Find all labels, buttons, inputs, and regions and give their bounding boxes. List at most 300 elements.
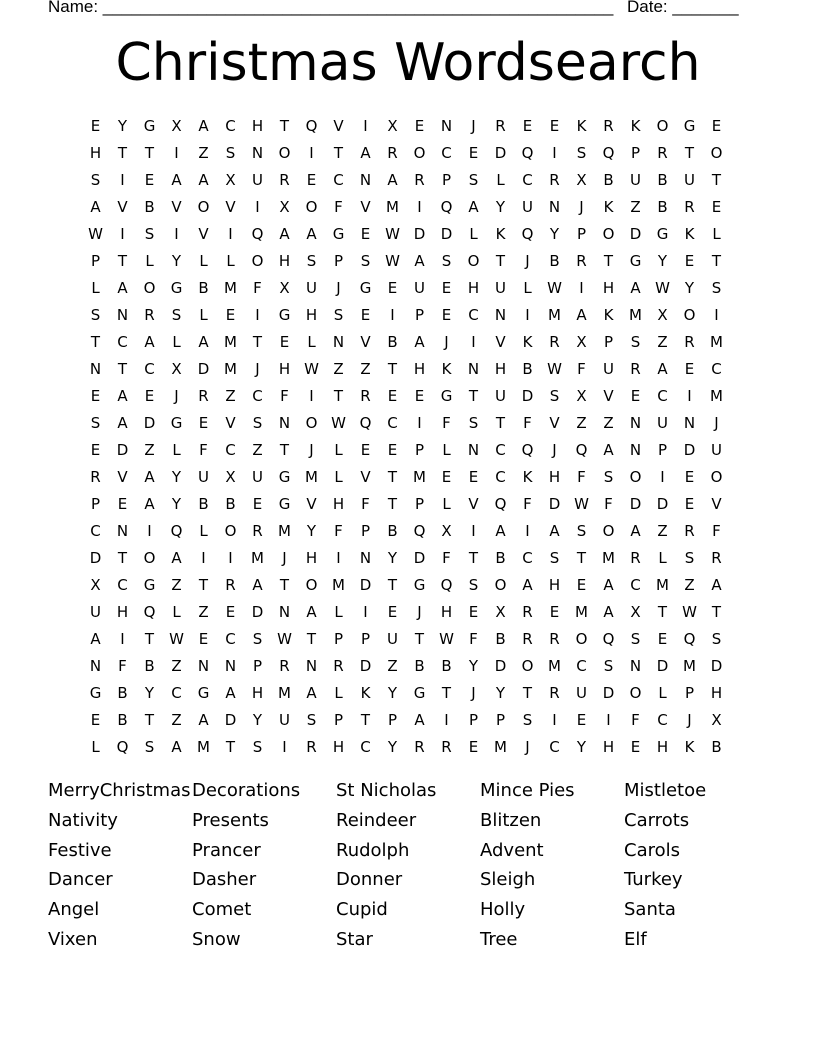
grid-letter[interactable]: A	[495, 521, 506, 540]
grid-letter[interactable]: U	[252, 467, 263, 486]
grid-letter[interactable]: Q	[521, 224, 534, 243]
grid-letter[interactable]: H	[89, 143, 102, 162]
grid-letter[interactable]: E	[441, 305, 452, 324]
grid-letter[interactable]: D	[629, 224, 642, 243]
grid-letter[interactable]: D	[143, 413, 156, 432]
grid-letter[interactable]: E	[522, 116, 533, 135]
grid-letter[interactable]: F	[469, 629, 478, 648]
grid-letter[interactable]: L	[145, 251, 154, 270]
grid-letter[interactable]: L	[496, 170, 505, 189]
grid-letter[interactable]: L	[658, 548, 667, 567]
grid-letter[interactable]: I	[471, 332, 476, 351]
grid-letter[interactable]: O	[710, 467, 723, 486]
grid-letter[interactable]: A	[603, 602, 614, 621]
grid-letter[interactable]: Y	[387, 683, 398, 702]
grid-letter[interactable]: I	[390, 305, 395, 324]
grid-letter[interactable]: J	[525, 251, 530, 270]
grid-letter[interactable]: K	[684, 224, 695, 243]
grid-letter[interactable]: R	[684, 332, 695, 351]
grid-letter[interactable]: A	[171, 170, 182, 189]
grid-letter[interactable]: G	[359, 278, 372, 297]
grid-letter[interactable]: U	[252, 170, 263, 189]
grid-letter[interactable]: X	[387, 116, 398, 135]
grid-letter[interactable]: J	[336, 278, 341, 297]
grid-letter[interactable]: C	[495, 440, 506, 459]
grid-letter[interactable]: H	[251, 116, 264, 135]
grid-letter[interactable]: I	[282, 737, 287, 756]
grid-letter[interactable]: E	[684, 467, 695, 486]
grid-letter[interactable]: M	[575, 602, 588, 621]
grid-letter[interactable]: J	[417, 602, 422, 621]
grid-letter[interactable]: M	[629, 305, 642, 324]
grid-letter[interactable]: I	[147, 521, 152, 540]
grid-letter[interactable]: G	[143, 116, 156, 135]
grid-letter[interactable]: R	[495, 116, 506, 135]
grid-letter[interactable]: Y	[171, 467, 182, 486]
grid-letter[interactable]: C	[495, 467, 506, 486]
grid-letter[interactable]: G	[440, 386, 453, 405]
grid-letter[interactable]: Q	[440, 197, 453, 216]
grid-letter[interactable]: T	[279, 116, 290, 135]
grid-letter[interactable]: Y	[252, 710, 263, 729]
grid-letter[interactable]: T	[387, 359, 398, 378]
grid-letter[interactable]: C	[576, 656, 587, 675]
grid-letter[interactable]: B	[657, 197, 668, 216]
grid-letter[interactable]: S	[90, 305, 101, 324]
grid-letter[interactable]: X	[711, 710, 722, 729]
grid-letter[interactable]: F	[523, 494, 532, 513]
grid-letter[interactable]: Z	[171, 575, 182, 594]
grid-letter[interactable]: P	[252, 656, 263, 675]
grid-letter[interactable]: X	[90, 575, 101, 594]
grid-letter[interactable]: X	[657, 305, 668, 324]
grid-letter[interactable]: T	[387, 575, 398, 594]
grid-letter[interactable]: S	[252, 629, 263, 648]
grid-letter[interactable]: S	[468, 413, 479, 432]
grid-letter[interactable]: E	[684, 359, 695, 378]
grid-letter[interactable]: U	[630, 170, 641, 189]
grid-letter[interactable]: H	[305, 548, 318, 567]
grid-letter[interactable]: Q	[305, 116, 318, 135]
grid-letter[interactable]: T	[711, 251, 722, 270]
grid-letter[interactable]: Z	[360, 359, 371, 378]
grid-letter[interactable]: F	[442, 413, 451, 432]
grid-letter[interactable]: Y	[387, 737, 398, 756]
grid-letter[interactable]: H	[548, 575, 561, 594]
grid-letter[interactable]: A	[252, 575, 263, 594]
grid-letter[interactable]: L	[658, 683, 667, 702]
grid-letter[interactable]: U	[387, 629, 398, 648]
grid-letter[interactable]: O	[305, 413, 318, 432]
grid-letter[interactable]: E	[279, 332, 290, 351]
grid-letter[interactable]: T	[576, 548, 587, 567]
grid-letter[interactable]: M	[602, 548, 615, 567]
grid-letter[interactable]: T	[657, 602, 668, 621]
grid-letter[interactable]: V	[306, 494, 317, 513]
grid-letter[interactable]: U	[90, 602, 101, 621]
grid-letter[interactable]: N	[359, 170, 372, 189]
grid-letter[interactable]: S	[441, 251, 452, 270]
grid-letter[interactable]: M	[278, 521, 291, 540]
grid-letter[interactable]: U	[711, 440, 722, 459]
grid-letter[interactable]: Q	[116, 737, 129, 756]
grid-letter[interactable]: H	[116, 602, 129, 621]
grid-letter[interactable]: E	[657, 629, 668, 648]
grid-letter[interactable]: E	[468, 143, 479, 162]
grid-letter[interactable]: A	[387, 170, 398, 189]
grid-letter[interactable]: H	[413, 359, 426, 378]
grid-letter[interactable]: C	[117, 575, 128, 594]
grid-letter[interactable]: B	[387, 332, 398, 351]
grid-letter[interactable]: N	[332, 332, 345, 351]
grid-letter[interactable]: J	[579, 197, 584, 216]
grid-letter[interactable]: S	[576, 143, 587, 162]
grid-letter[interactable]: S	[603, 467, 614, 486]
grid-letter[interactable]: J	[471, 116, 476, 135]
grid-letter[interactable]: Y	[495, 683, 506, 702]
grid-letter[interactable]: J	[525, 737, 530, 756]
grid-letter[interactable]: D	[494, 656, 507, 675]
grid-letter[interactable]: R	[657, 143, 668, 162]
grid-letter[interactable]: O	[305, 575, 318, 594]
grid-letter[interactable]: I	[309, 386, 314, 405]
grid-letter[interactable]: F	[118, 656, 127, 675]
grid-letter[interactable]: L	[442, 440, 451, 459]
grid-letter[interactable]: Z	[252, 440, 263, 459]
grid-letter[interactable]: A	[360, 143, 371, 162]
grid-letter[interactable]: H	[656, 737, 669, 756]
grid-letter[interactable]: B	[711, 737, 722, 756]
grid-letter[interactable]: A	[117, 386, 128, 405]
grid-letter[interactable]: J	[282, 548, 287, 567]
grid-letter[interactable]: T	[117, 548, 128, 567]
grid-letter[interactable]: A	[603, 575, 614, 594]
grid-letter[interactable]: L	[199, 521, 208, 540]
grid-letter[interactable]: T	[90, 332, 101, 351]
grid-letter[interactable]: E	[144, 170, 155, 189]
grid-letter[interactable]: D	[683, 440, 696, 459]
grid-letter[interactable]: H	[548, 467, 561, 486]
grid-letter[interactable]: M	[683, 656, 696, 675]
grid-letter[interactable]: S	[630, 629, 641, 648]
grid-letter[interactable]: I	[579, 278, 584, 297]
grid-letter[interactable]: R	[387, 143, 398, 162]
grid-letter[interactable]: R	[198, 386, 209, 405]
grid-letter[interactable]: E	[360, 305, 371, 324]
grid-letter[interactable]: B	[144, 656, 155, 675]
grid-letter[interactable]: O	[494, 575, 507, 594]
grid-letter[interactable]: Q	[251, 224, 264, 243]
grid-letter[interactable]: I	[525, 305, 530, 324]
grid-letter[interactable]: Q	[521, 440, 534, 459]
grid-letter[interactable]: U	[495, 278, 506, 297]
grid-letter[interactable]: S	[252, 413, 263, 432]
grid-letter[interactable]: C	[252, 386, 263, 405]
grid-letter[interactable]: U	[306, 278, 317, 297]
grid-letter[interactable]: I	[255, 305, 260, 324]
grid-letter[interactable]: H	[440, 602, 453, 621]
grid-letter[interactable]: I	[120, 170, 125, 189]
grid-letter[interactable]: K	[684, 737, 695, 756]
grid-letter[interactable]: T	[414, 629, 425, 648]
grid-letter[interactable]: M	[224, 278, 237, 297]
grid-letter[interactable]: G	[170, 413, 183, 432]
grid-letter[interactable]: D	[251, 602, 264, 621]
grid-letter[interactable]: V	[360, 467, 371, 486]
grid-letter[interactable]: I	[417, 197, 422, 216]
grid-letter[interactable]: I	[336, 548, 341, 567]
grid-letter[interactable]: W	[385, 224, 400, 243]
grid-letter[interactable]: W	[277, 629, 292, 648]
grid-letter[interactable]: N	[629, 413, 642, 432]
grid-letter[interactable]: B	[117, 710, 128, 729]
grid-letter[interactable]: A	[414, 710, 425, 729]
grid-letter[interactable]: T	[711, 602, 722, 621]
grid-letter[interactable]: F	[604, 494, 613, 513]
grid-letter[interactable]: A	[603, 440, 614, 459]
grid-letter[interactable]: G	[413, 683, 426, 702]
grid-letter[interactable]: W	[331, 413, 346, 432]
grid-letter[interactable]: Z	[684, 575, 695, 594]
grid-letter[interactable]: F	[253, 278, 262, 297]
grid-letter[interactable]: N	[629, 440, 642, 459]
grid-letter[interactable]: E	[576, 575, 587, 594]
grid-letter[interactable]: E	[441, 278, 452, 297]
grid-letter[interactable]: G	[278, 305, 291, 324]
grid-letter[interactable]: H	[332, 737, 345, 756]
grid-letter[interactable]: D	[359, 575, 372, 594]
grid-letter[interactable]: T	[387, 494, 398, 513]
grid-letter[interactable]: T	[144, 710, 155, 729]
grid-letter[interactable]: W	[439, 629, 454, 648]
grid-letter[interactable]: M	[494, 737, 507, 756]
grid-letter[interactable]: I	[417, 413, 422, 432]
grid-letter[interactable]: E	[225, 602, 236, 621]
grid-letter[interactable]: T	[279, 440, 290, 459]
grid-letter[interactable]: G	[89, 683, 102, 702]
grid-letter[interactable]: A	[144, 332, 155, 351]
grid-letter[interactable]: Z	[171, 656, 182, 675]
grid-letter[interactable]: I	[120, 629, 125, 648]
grid-letter[interactable]: Z	[630, 197, 641, 216]
grid-letter[interactable]: D	[413, 548, 426, 567]
grid-letter[interactable]: V	[225, 197, 236, 216]
grid-letter[interactable]: I	[552, 143, 557, 162]
grid-letter[interactable]: R	[360, 386, 371, 405]
grid-letter[interactable]: F	[577, 467, 586, 486]
grid-letter[interactable]: I	[228, 548, 233, 567]
grid-letter[interactable]: V	[117, 197, 128, 216]
grid-letter[interactable]: R	[630, 548, 641, 567]
grid-letter[interactable]: A	[414, 251, 425, 270]
grid-letter[interactable]: Q	[602, 143, 615, 162]
grid-letter[interactable]: K	[576, 116, 587, 135]
grid-letter[interactable]: C	[522, 548, 533, 567]
grid-letter[interactable]: D	[413, 224, 426, 243]
grid-letter[interactable]: A	[117, 413, 128, 432]
grid-letter[interactable]: P	[387, 710, 398, 729]
grid-letter[interactable]: N	[305, 656, 318, 675]
grid-letter[interactable]: B	[387, 521, 398, 540]
grid-letter[interactable]: P	[333, 710, 344, 729]
grid-letter[interactable]: N	[467, 440, 480, 459]
grid-letter[interactable]: R	[333, 656, 344, 675]
grid-letter[interactable]: X	[225, 170, 236, 189]
grid-letter[interactable]: H	[494, 359, 507, 378]
grid-letter[interactable]: E	[387, 602, 398, 621]
grid-letter[interactable]: J	[714, 413, 719, 432]
grid-letter[interactable]: T	[117, 359, 128, 378]
grid-letter[interactable]: R	[522, 602, 533, 621]
grid-letter[interactable]: X	[225, 467, 236, 486]
grid-letter[interactable]: E	[360, 440, 371, 459]
grid-letter[interactable]: R	[576, 251, 587, 270]
grid-letter[interactable]: G	[278, 467, 291, 486]
grid-letter[interactable]: L	[307, 332, 316, 351]
grid-letter[interactable]: V	[333, 116, 344, 135]
grid-letter[interactable]: P	[576, 224, 587, 243]
grid-letter[interactable]: I	[174, 143, 179, 162]
grid-letter[interactable]: C	[225, 116, 236, 135]
grid-letter[interactable]: H	[332, 494, 345, 513]
grid-letter[interactable]: E	[576, 710, 587, 729]
grid-letter[interactable]: B	[549, 251, 560, 270]
grid-letter[interactable]: S	[603, 656, 614, 675]
grid-letter[interactable]: S	[468, 170, 479, 189]
grid-letter[interactable]: N	[359, 548, 372, 567]
grid-letter[interactable]: M	[548, 305, 561, 324]
grid-letter[interactable]: Z	[225, 386, 236, 405]
grid-letter[interactable]: N	[467, 359, 480, 378]
grid-letter[interactable]: S	[522, 710, 533, 729]
grid-letter[interactable]: P	[441, 170, 452, 189]
grid-letter[interactable]: U	[414, 278, 425, 297]
grid-letter[interactable]: L	[334, 602, 343, 621]
grid-letter[interactable]: S	[306, 710, 317, 729]
grid-letter[interactable]: J	[255, 359, 260, 378]
grid-letter[interactable]: Q	[521, 143, 534, 162]
grid-letter[interactable]: N	[494, 305, 507, 324]
grid-letter[interactable]: O	[278, 143, 291, 162]
grid-letter[interactable]: P	[657, 440, 668, 459]
grid-letter[interactable]: R	[603, 116, 614, 135]
grid-letter[interactable]: X	[630, 602, 641, 621]
grid-letter[interactable]: C	[333, 170, 344, 189]
grid-letter[interactable]: A	[198, 710, 209, 729]
grid-letter[interactable]: E	[90, 440, 101, 459]
grid-letter[interactable]: E	[387, 278, 398, 297]
grid-letter[interactable]: T	[198, 575, 209, 594]
grid-letter[interactable]: L	[469, 224, 478, 243]
grid-letter[interactable]: T	[495, 251, 506, 270]
grid-letter[interactable]: S	[306, 251, 317, 270]
grid-letter[interactable]: F	[577, 359, 586, 378]
grid-letter[interactable]: N	[278, 602, 291, 621]
grid-letter[interactable]: O	[305, 197, 318, 216]
grid-letter[interactable]: S	[549, 386, 560, 405]
grid-letter[interactable]: O	[629, 467, 642, 486]
grid-letter[interactable]: T	[225, 737, 236, 756]
grid-letter[interactable]: E	[117, 494, 128, 513]
grid-letter[interactable]: G	[170, 278, 183, 297]
grid-letter[interactable]: I	[174, 224, 179, 243]
grid-letter[interactable]: V	[225, 413, 236, 432]
grid-letter[interactable]: A	[171, 737, 182, 756]
grid-letter[interactable]: Y	[171, 494, 182, 513]
grid-letter[interactable]: C	[711, 359, 722, 378]
grid-letter[interactable]: E	[684, 494, 695, 513]
grid-letter[interactable]: J	[444, 332, 449, 351]
grid-letter[interactable]: E	[468, 602, 479, 621]
grid-letter[interactable]: F	[199, 440, 208, 459]
grid-letter[interactable]: I	[255, 197, 260, 216]
grid-letter[interactable]: K	[603, 197, 614, 216]
grid-letter[interactable]: W	[304, 359, 319, 378]
grid-letter[interactable]: O	[602, 521, 615, 540]
grid-letter[interactable]: I	[606, 710, 611, 729]
grid-letter[interactable]: V	[198, 224, 209, 243]
grid-letter[interactable]: B	[225, 494, 236, 513]
grid-letter[interactable]: S	[333, 305, 344, 324]
grid-letter[interactable]: X	[576, 332, 587, 351]
grid-letter[interactable]: D	[197, 359, 210, 378]
grid-letter[interactable]: T	[387, 467, 398, 486]
grid-letter[interactable]: A	[468, 197, 479, 216]
grid-letter[interactable]: P	[333, 629, 344, 648]
grid-letter[interactable]: G	[278, 494, 291, 513]
grid-letter[interactable]: T	[252, 332, 263, 351]
grid-letter[interactable]: G	[332, 224, 345, 243]
grid-letter[interactable]: I	[552, 710, 557, 729]
grid-letter[interactable]: S	[630, 332, 641, 351]
grid-letter[interactable]: J	[687, 710, 692, 729]
grid-letter[interactable]: M	[224, 359, 237, 378]
grid-letter[interactable]: I	[660, 467, 665, 486]
grid-letter[interactable]: L	[442, 494, 451, 513]
grid-letter[interactable]: K	[522, 467, 533, 486]
grid-letter[interactable]: M	[251, 548, 264, 567]
grid-letter[interactable]: E	[90, 710, 101, 729]
grid-letter[interactable]: H	[467, 278, 480, 297]
grid-letter[interactable]: L	[172, 332, 181, 351]
grid-letter[interactable]: Y	[684, 278, 695, 297]
grid-letter[interactable]: K	[441, 359, 452, 378]
grid-letter[interactable]: R	[522, 629, 533, 648]
grid-letter[interactable]: P	[90, 251, 101, 270]
grid-letter[interactable]: A	[657, 359, 668, 378]
grid-letter[interactable]: T	[144, 629, 155, 648]
grid-letter[interactable]: S	[144, 224, 155, 243]
grid-letter[interactable]: S	[171, 305, 182, 324]
grid-letter[interactable]: G	[629, 251, 642, 270]
grid-letter[interactable]: V	[171, 197, 182, 216]
grid-letter[interactable]: Q	[494, 494, 507, 513]
grid-letter[interactable]: V	[603, 386, 614, 405]
grid-letter[interactable]: L	[91, 278, 100, 297]
grid-letter[interactable]: Z	[657, 521, 668, 540]
grid-letter[interactable]: E	[711, 116, 722, 135]
grid-letter[interactable]: E	[549, 116, 560, 135]
grid-letter[interactable]: H	[710, 683, 723, 702]
grid-letter[interactable]: S	[711, 629, 722, 648]
grid-letter[interactable]: A	[117, 278, 128, 297]
grid-letter[interactable]: C	[549, 737, 560, 756]
grid-letter[interactable]: A	[225, 683, 236, 702]
grid-letter[interactable]: N	[251, 143, 264, 162]
grid-letter[interactable]: E	[414, 116, 425, 135]
grid-letter[interactable]: Z	[333, 359, 344, 378]
grid-letter[interactable]: V	[549, 413, 560, 432]
